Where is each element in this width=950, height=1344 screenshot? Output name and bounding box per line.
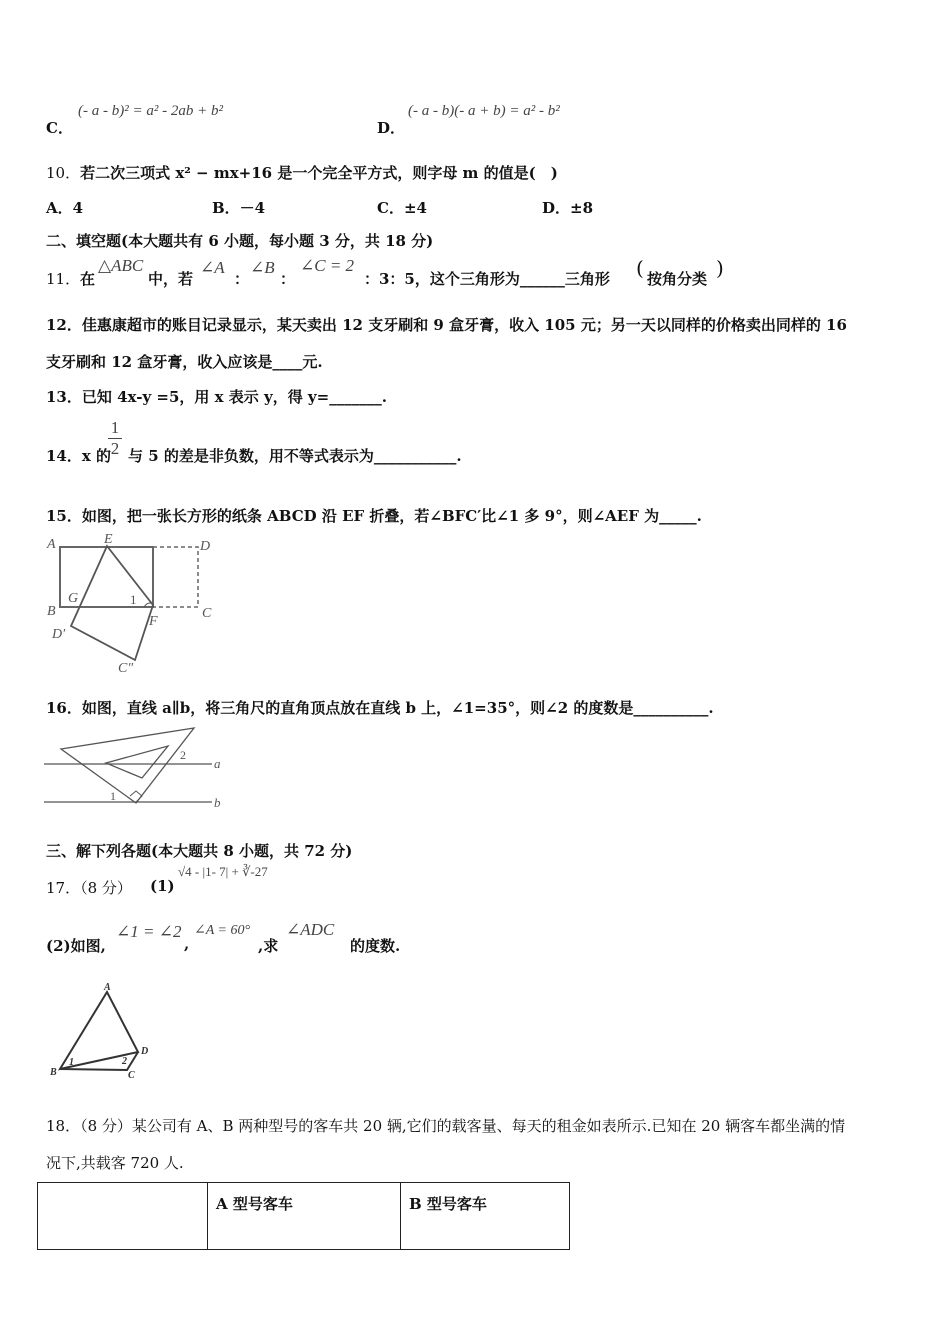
q17-post: 的度数.	[350, 937, 401, 955]
q12-line2: 支牙刷和 12 盒牙膏，收入应该是____元.	[46, 353, 323, 371]
q18-table-header-a: A 型号客车	[208, 1183, 401, 1250]
q15-label-e: E	[104, 532, 113, 547]
q10-option-b: B．－4	[212, 199, 266, 217]
q10-option-c: C．±4	[377, 199, 427, 217]
q17-comma: ,	[184, 935, 190, 953]
q11-colon1: ：	[234, 270, 250, 288]
q16-text: 16．如图，直线 a∥b，将三角尺的直角顶点放在直线 b 上，∠1=35°，则∠2 的度数是__________.	[46, 699, 714, 717]
q17-part1-label: (1)	[150, 877, 175, 895]
q9-option-d-label: D．	[377, 119, 406, 137]
q17-label-angle2: 2	[122, 1056, 127, 1067]
q10-text: 若二次三项式 x² − mx+16 是一个完全平方式，则字母 m 的值是( )	[80, 164, 558, 182]
q18-line2: 况下,共载客 720 人.	[46, 1154, 184, 1172]
q9-option-c-formula: (- a - b)² = a² - 2ab + b²	[78, 103, 223, 119]
q12-line1: 12．佳惠康超市的账目记录显示，某天卖出 12 支牙刷和 9 盒牙膏，收入 105 元；另一天以同样的价格卖出同样的 16	[46, 316, 847, 334]
q17-eq2: ∠A = 60°	[194, 923, 251, 938]
q17-triangle-figure	[50, 980, 170, 1080]
q14-pre: 14．x 的	[46, 447, 112, 465]
q16-label-angle2: 2	[180, 748, 186, 762]
q17-part2-pre: (2)如图,	[46, 937, 106, 955]
q14-fraction-denominator: 2	[110, 439, 120, 458]
q11-colon2: ：	[280, 270, 296, 288]
q15-folded-part	[71, 546, 153, 660]
q17-mid: ,求	[258, 937, 279, 955]
q18-table-header-empty	[38, 1183, 208, 1250]
q16-label-a: a	[214, 756, 221, 771]
q11-triangle: △ABC	[98, 256, 144, 275]
q11-paren-close: )	[716, 256, 724, 280]
q11-pre: 在	[80, 270, 96, 288]
q15-label-d: D	[200, 539, 211, 554]
q18-table-header-b: B 型号客车	[401, 1183, 570, 1250]
q17-target-angle: ∠ADC	[286, 920, 335, 939]
q11-post: ：3：5，这个三角形为______三角形	[364, 270, 610, 288]
q16-set-square-outer	[61, 728, 194, 803]
q9-option-c-label: C．	[46, 119, 73, 137]
q14-fraction	[108, 418, 122, 459]
q17-label-c: C	[128, 1070, 135, 1081]
q15-label-angle1: 1	[130, 592, 137, 607]
q18-line1: 18．（8 分）某公司有 A、B 两种型号的客车共 20 辆,它们的载客量、每天的租金如表所示.已知在 20 辆客车都坐满的情	[46, 1117, 846, 1135]
q17-part1-expression: √4 - |1- 7| + ∛-27	[178, 864, 268, 879]
q15-label-b: B	[47, 604, 56, 619]
q10-question	[46, 162, 558, 183]
q15-label-g: G	[68, 591, 79, 606]
q15-label-d-prime: D′	[52, 627, 66, 642]
q11-number: 11．	[46, 270, 81, 288]
q17-label-angle1: 1	[69, 1057, 74, 1068]
q14-fraction-numerator: 1	[108, 418, 122, 439]
q11-mid: 中，若	[148, 270, 194, 288]
q16-parallel-lines-figure	[44, 724, 234, 814]
q15-label-f: F	[149, 614, 158, 629]
q11-angle-a: ∠A	[200, 258, 225, 277]
q10-option-a: A．4	[46, 199, 84, 217]
q17-eq1: ∠1 = ∠2	[116, 922, 182, 941]
q17-label-d: D	[141, 1046, 149, 1057]
q15-fold-figure	[44, 530, 224, 678]
q15-label-a: A	[47, 537, 56, 552]
q18-table-header-row	[38, 1183, 570, 1250]
q15-label-c-dprime: C″	[118, 661, 134, 676]
q10-option-d: D．±8	[542, 199, 594, 217]
section3-title: 三、解下列各题(本大题共 8 小题，共 72 分)	[46, 842, 353, 860]
q17-label-a: A	[104, 982, 111, 993]
q17-label-b: B	[50, 1067, 57, 1078]
q18-table	[37, 1182, 570, 1250]
section2-title: 二、填空题(本大题共有 6 小题，每小题 3 分，共 18 分)	[46, 232, 434, 250]
q11-angle-c: ∠C = 2	[300, 256, 355, 275]
q15-label-c: C	[202, 606, 212, 621]
q14-post: 与 5 的差是非负数，用不等式表示为___________.	[128, 447, 462, 465]
q11-angle-b: ∠B	[250, 258, 275, 277]
q13-text: 13．已知 4x-y =5，用 x 表示 y，得 y=_______.	[46, 388, 387, 406]
q16-label-angle1: 1	[110, 789, 116, 803]
q10-number: 10．	[46, 164, 81, 182]
q11-paren-open: (	[636, 256, 644, 280]
q16-label-b: b	[214, 795, 221, 810]
q15-text: 15．如图，把一张长方形的纸条 ABCD 沿 EF 折叠，若∠BFC′比∠1 多 9°，则∠AEF 为_____.	[46, 507, 702, 525]
q15-rectangle-dashed	[153, 547, 198, 607]
q11-paren-text: 按角分类	[647, 270, 708, 288]
q9-option-d-formula: (- a - b)(- a + b) = a² - b²	[408, 103, 560, 119]
q17-number: 17．（8 分）	[46, 879, 132, 897]
